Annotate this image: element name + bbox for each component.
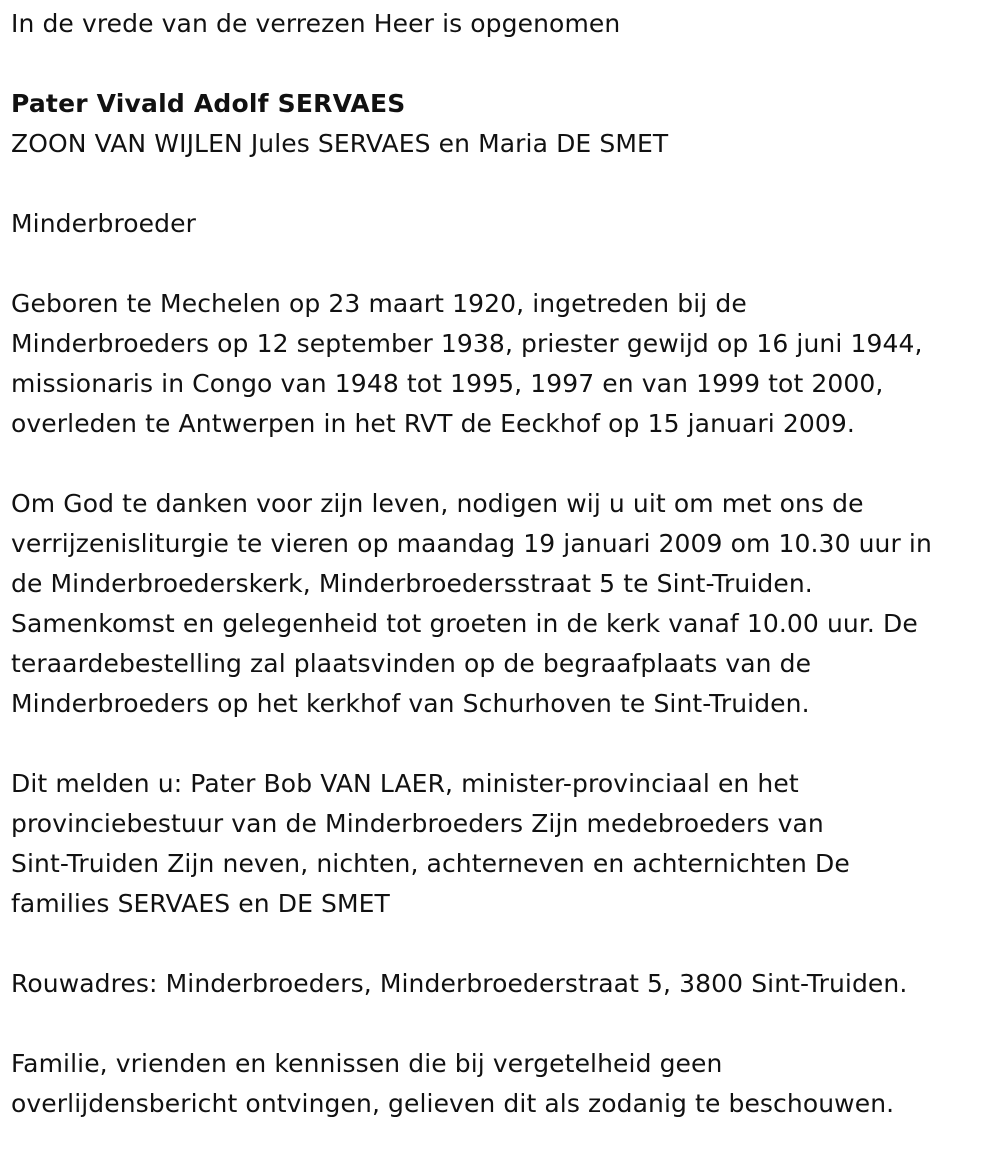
spacer [11,44,991,84]
service-line: Samenkomst en gelegenheid tot groeten in de kerk vanaf 10.00 uur. De [11,609,918,638]
biography-line: overleden te Antwerpen in het RVT de Eeckhof op 15 januari 2009. [11,409,855,438]
mourning-address: Rouwadres: Minderbroeders, Minderbroederstraat 5, 3800 Sint-Truiden. [11,969,908,998]
spacer [11,924,991,964]
spacer [11,1004,991,1044]
biography-line: Minderbroeders op 12 september 1938, priester gewijd op 16 juni 1944, [11,329,923,358]
spacer [11,164,991,204]
service-line: Minderbroeders op het kerkhof van Schurhoven te Sint-Truiden. [11,689,810,718]
announcers-paragraph [11,764,991,924]
announcers-line: Sint-Truiden Zijn neven, nichten, achterneven en achternichten De [11,849,850,878]
closing-line: overlijdensbericht ontvingen, gelieven dit als zodanig te beschouwen. [11,1089,895,1118]
obituary-document [11,4,991,1124]
service-line: verrijzenisliturgie te vieren op maandag 19 januari 2009 om 10.30 uur in [11,529,932,558]
spacer [11,724,991,764]
biography-paragraph [11,284,991,444]
announcers-line: families SERVAES en DE SMET [11,889,390,918]
service-line: teraardebestelling zal plaatsvinden op de begraafplaats van de [11,649,812,678]
service-line: Om God te danken voor zijn leven, nodigen wij u uit om met ons de [11,489,864,518]
announcers-line: provinciebestuur van de Minderbroeders Zijn medebroeders van [11,809,824,838]
service-paragraph [11,484,991,724]
spacer [11,444,991,484]
religious-title: Minderbroeder [11,209,196,238]
closing-line: Familie, vrienden en kennissen die bij vergetelheid geen [11,1049,723,1078]
announcers-line: Dit melden u: Pater Bob VAN LAER, minister-provinciaal en het [11,769,799,798]
biography-line: missionaris in Congo van 1948 tot 1995, 1997 en van 1999 tot 2000, [11,369,884,398]
spacer [11,244,991,284]
parents-line: ZOON VAN WIJLEN Jules SERVAES en Maria DE SMET [11,129,669,158]
deceased-name: Pater Vivald Adolf SERVAES [11,89,406,118]
intro-line: In de vrede van de verrezen Heer is opgenomen [11,9,621,38]
biography-line: Geboren te Mechelen op 23 maart 1920, ingetreden bij de [11,289,747,318]
service-line: de Minderbroederskerk, Minderbroedersstraat 5 te Sint-Truiden. [11,569,813,598]
closing-paragraph [11,1044,991,1124]
